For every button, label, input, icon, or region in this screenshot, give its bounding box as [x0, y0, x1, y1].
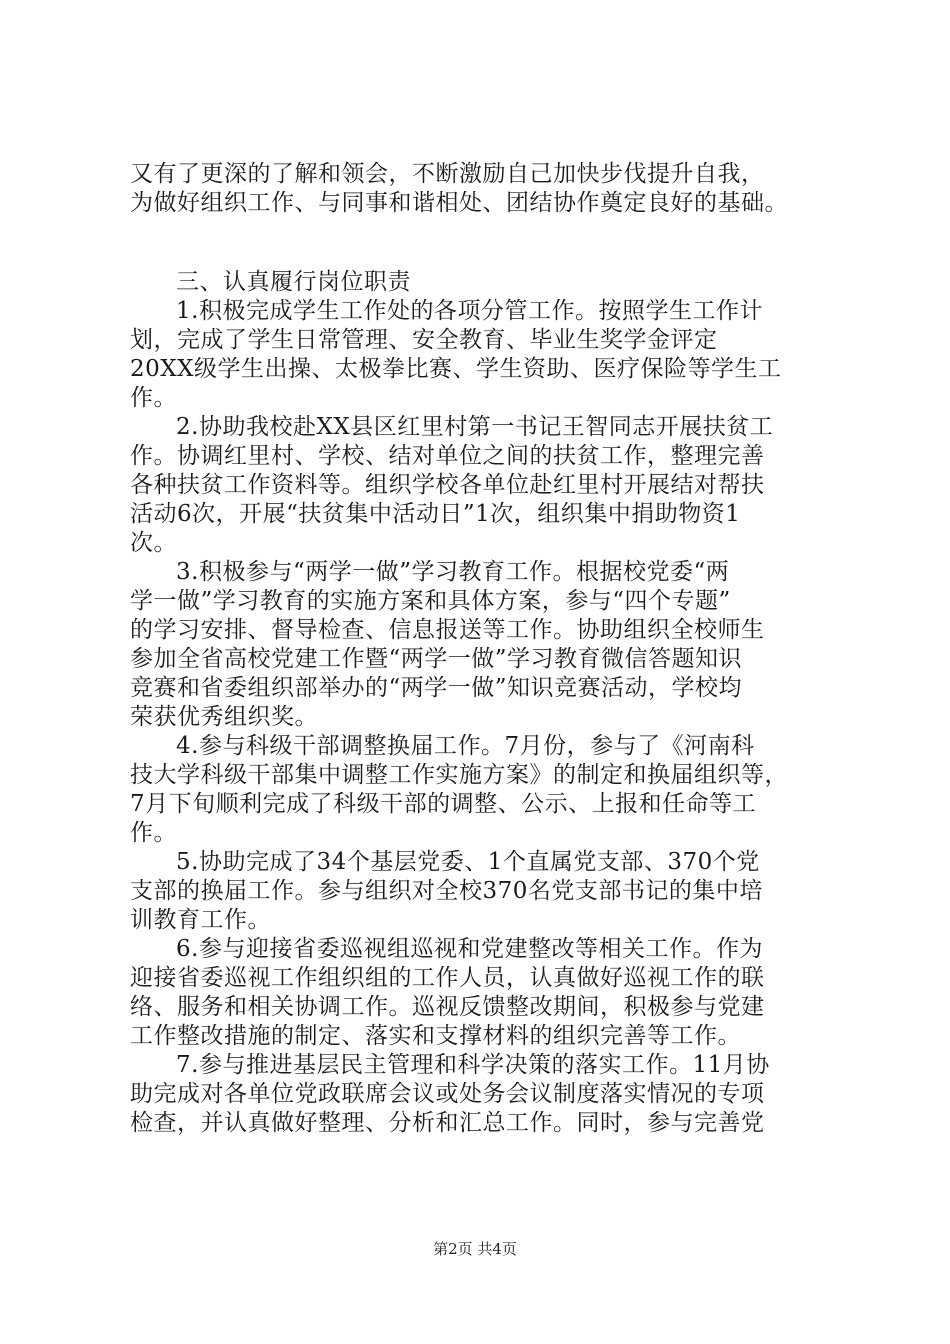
section-heading: 三、认真履行岗位职责	[176, 269, 411, 295]
text-line: 2.协助我校赴XX县区红里村第一书记王智同志开展扶贫工	[176, 414, 774, 440]
paragraph-4	[130, 732, 830, 848]
text-line: 7.参与推进基层民主管理和科学决策的落实工作。11月协	[176, 1052, 770, 1078]
text-line: 3.积极参与“两学一做”学习教育工作。根据校党委“两	[176, 559, 730, 585]
text-line: 次。	[130, 530, 177, 556]
text-line: 络、服务和相关协调工作。巡视反馈整改期间，积极参与党建	[130, 994, 765, 1020]
text-line: 竞赛和省委组织部举办的“两学一做”知识竞赛活动，学校均	[130, 675, 743, 701]
paragraph-6	[130, 935, 830, 1051]
text-line: 7月下旬顺利完成了科级干部的调整、公示、上报和任命等工	[130, 791, 757, 817]
text-line: 支部的换届工作。参与组织对全校370名党支部书记的集中培	[130, 878, 763, 904]
text-line: 参加全省高校党建工作暨“两学一做”学习教育微信答题知识	[130, 646, 743, 672]
text-line: 活动6次，开展“扶贫集中活动日”1次，组织集中捐助物资1	[130, 501, 741, 527]
paragraph-5	[130, 848, 830, 935]
text-line: 20XX级学生出操、太极拳比赛、学生资助、医疗保险等学生工	[130, 356, 782, 382]
text-line: 技大学科级干部集中调整工作实施方案》的制定和换届组织等，	[130, 762, 788, 788]
text-line: 检查，并认真做好整理、分析和汇总工作。同时，参与完善党	[130, 1110, 765, 1136]
text-line: 荣获优秀组织奖。	[130, 704, 318, 730]
text-line: 迎接省委巡视工作组织组的工作人员，认真做好巡视工作的联	[130, 965, 765, 991]
text-line: 划，完成了学生日常管理、安全教育、毕业生奖学金评定	[130, 327, 718, 353]
text-line: 助完成对各单位党政联席会议或处务会议制度落实情况的专项	[130, 1081, 765, 1107]
text-line: 为做好组织工作、与同事和谐相处、团结协作奠定良好的基础。	[130, 190, 788, 216]
text-line: 又有了更深的了解和领会，不断激励自己加快步伐提升自我，	[130, 161, 765, 187]
intro-paragraph	[130, 160, 830, 218]
paragraph-3	[130, 558, 830, 732]
text-line: 的学习安排、督导检查、信息报送等工作。协助组织全校师生	[130, 617, 765, 643]
text-line: 作。	[130, 385, 177, 411]
paragraph-2	[130, 413, 830, 558]
text-line: 工作整改措施的制定、落实和支撑材料的组织完善等工作。	[130, 1023, 741, 1049]
paragraph-7	[130, 1051, 830, 1138]
text-line: 4.参与科级干部调整换届工作。7月份，参与了《河南科	[176, 733, 755, 759]
text-line: 6.参与迎接省委巡视组巡视和党建整改等相关工作。作为	[176, 936, 763, 962]
text-line: 1.积极完成学生工作处的各项分管工作。按照学生工作计	[176, 298, 763, 324]
text-line: 5.协助完成了34个基层党委、1个直属党支部、370个党	[176, 849, 760, 875]
text-line: 各种扶贫工作资料等。组织学校各单位赴红里村开展结对帮扶	[130, 472, 765, 498]
document-body	[130, 160, 830, 1138]
text-line: 训教育工作。	[130, 907, 271, 933]
text-line: 作。协调红里村、学校、结对单位之间的扶贫工作，整理完善	[130, 443, 765, 469]
page-footer: 第2页 共4页	[433, 1240, 517, 1258]
paragraph-1	[130, 297, 830, 413]
text-line: 学一做”学习教育的实施方案和具体方案，参与“四个专题”	[130, 588, 731, 614]
text-line: 作。	[130, 820, 177, 846]
